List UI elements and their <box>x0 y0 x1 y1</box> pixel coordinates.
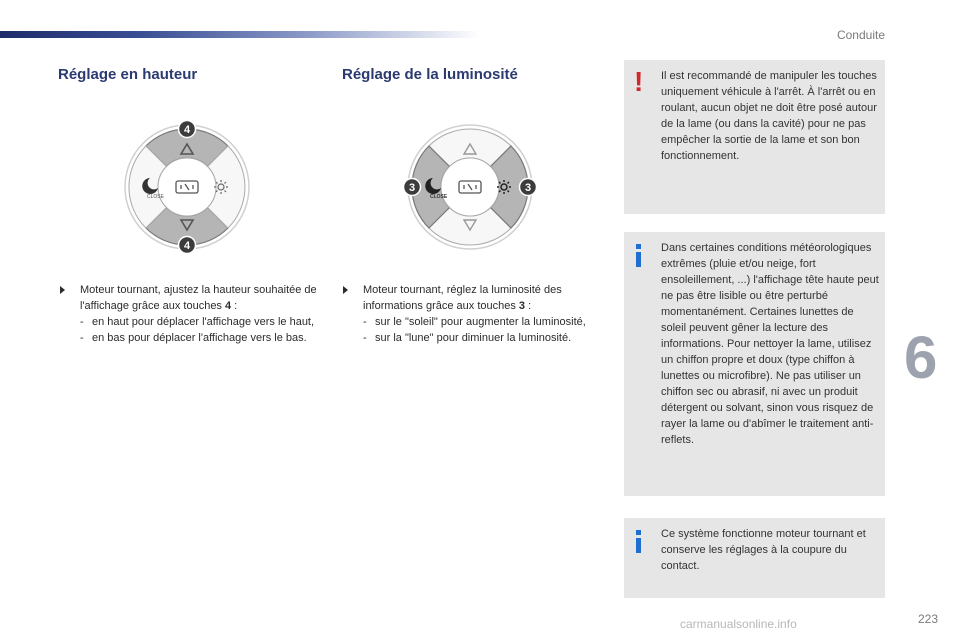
header-accent-bar <box>0 31 480 38</box>
callout-badge-bottom <box>179 237 196 254</box>
close-label: CLOSE <box>147 194 164 200</box>
info-text: Dans certaines conditions météorologiques extrêmes (pluie et/ou neige, fort ensoleillement, ...) l'affichage tête haute peut ne pas être lisible ou être perturbé momentanément. Certaines lunettes de soleil peuvent gêner la lecture des informations. Pour nettoyer la lame, utilisez un chiffon propre et doux (type chiffon à lunettes ou microfibre). Ne pas utiliser un chiffon sec ou abrasif, ni avec un produit détergent ou solvant, sinon vous risquez de rayer la lame ou d'abîmer le traitement anti-reflets. <box>661 242 879 446</box>
section-title: Conduite <box>836 28 885 42</box>
info-note-conditions <box>624 232 885 496</box>
list-item: - en haut pour déplacer l'affichage vers le haut, <box>80 316 315 328</box>
height-control-diagram <box>120 120 254 254</box>
callout-badge-right <box>520 179 537 196</box>
list-item: - en bas pour déplacer l'affichage vers le bas. <box>80 332 307 344</box>
bullet-arrow-icon <box>60 286 65 294</box>
height-adjust-heading: Réglage en hauteur <box>58 66 198 83</box>
warning-note <box>624 60 885 214</box>
height-instructions <box>60 282 320 346</box>
list-item: - sur le "soleil" pour augmenter la luminosité, <box>363 316 586 328</box>
exclamation-icon: ! <box>634 66 644 97</box>
instruction-step: Moteur tournant, ajustez la hauteur souhaitée de l'affichage grâce aux touches 4 : <box>60 282 320 314</box>
instruction-step: Moteur tournant, réglez la luminosité des informations grâce aux touches 3 : <box>343 282 605 314</box>
chapter-number: 6 <box>904 324 938 391</box>
page-number: 223 <box>917 612 938 626</box>
bullet-arrow-icon <box>343 286 348 294</box>
list-item: - sur la "lune" pour diminuer la luminosité. <box>363 332 572 344</box>
svg-text:4: 4 <box>183 124 191 136</box>
callout-badge-left <box>404 179 421 196</box>
info-icon <box>636 244 641 267</box>
brightness-adjust-heading: Réglage de la luminosité <box>342 66 518 83</box>
callout-badge-top <box>179 121 196 138</box>
brightness-instructions <box>343 282 605 346</box>
info-note-system <box>624 518 885 598</box>
svg-text:3: 3 <box>408 182 416 194</box>
brightness-control-diagram <box>403 120 537 254</box>
key-reference: 3 <box>518 300 526 312</box>
svg-text:4: 4 <box>183 240 191 252</box>
close-label: CLOSE <box>430 194 448 200</box>
info-icon <box>636 530 641 553</box>
svg-text:3: 3 <box>524 182 532 194</box>
key-reference: 4 <box>225 300 232 312</box>
warning-text: Il est recommandé de manipuler les touches uniquement véhicule à l'arrêt. À l'arrêt ou en roulant, aucun objet ne doit être posé autour de la lame (ou dans la cavité) pour ne pas empêcher la sortie de la lame et son bon fonctionnement. <box>661 70 877 162</box>
info-text: Ce système fonctionne moteur tournant et conserve les réglages à la coupure du contact. <box>661 528 866 572</box>
watermark: carmanualsonline.info <box>680 617 797 631</box>
